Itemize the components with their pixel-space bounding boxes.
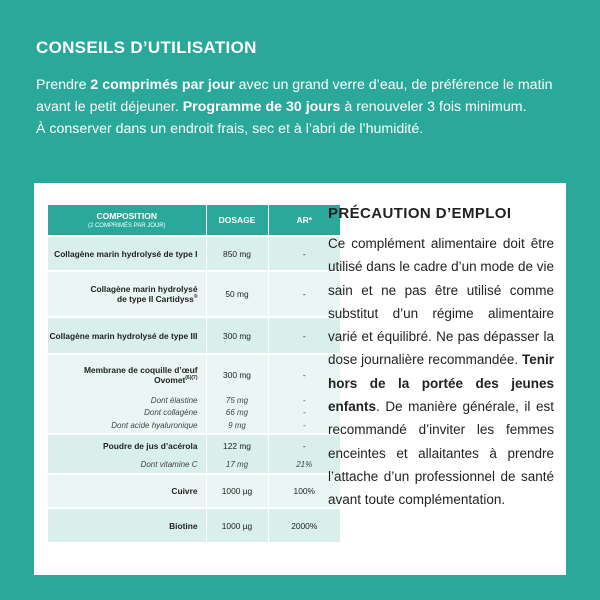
info-card xyxy=(34,183,566,575)
composition-table-wrapper xyxy=(48,205,340,542)
table-row: Membrane de coquille d’œuf Ovomet$^{(6)(7)}$ 300 mg - xyxy=(48,354,340,394)
precaution-title: PRÉCAUTION D’EMPLOI xyxy=(328,205,512,222)
usage-advice-line-1: Prendre 2 comprimés par jour avec un grand verre d’eau, de préférence le matin xyxy=(36,77,553,93)
table-row: Cuivre 1000 µg 100% xyxy=(48,474,340,508)
header-composition: COMPOSITION (2 COMPRIMÉS PAR JOUR) xyxy=(48,205,206,236)
precaution-text: Ce complément alimentaire doit être utilisé dans le cadre d’un mode de vie sain et ne pas être utilisé comme substitut d’un régime alimentaire varié et équilibré. Ne pas dépasser la dose journalière recommandée. Tenir hors de la portée des jeunes enfants. De manière générale, il est recommandé d’inviter les femmes enceintes et allaitantes à prendre l’attache d’un professionnel de santé avant toute complémentation. xyxy=(328,236,554,508)
table-row: Collagène marin hydrolysé de type I 850 mg - xyxy=(48,236,340,271)
table-row: Collagène marin hydrolysé de type II Cartidyss® 50 mg - xyxy=(48,271,340,317)
table-header-row xyxy=(48,205,340,236)
usage-advice-line-3: À conserver dans un endroit frais, sec et à l’abri de l’humidité. xyxy=(36,121,424,137)
table-row: Dont vitamine C 17 mg 21% xyxy=(48,456,340,474)
header-dosage: DOSAGE xyxy=(206,205,268,236)
usage-advice-line-2: avant le petit déjeuner. Programme de 30 jours à renouveler 3 fois minimum. xyxy=(36,99,527,115)
precaution-section xyxy=(328,205,554,512)
table-row: Biotine 1000 µg 2000% xyxy=(48,508,340,542)
composition-table xyxy=(48,205,340,542)
usage-advice-section xyxy=(36,38,576,140)
table-row: Dont acide hyaluronique 9 mg - xyxy=(48,418,340,434)
table-row: Dont élastine 75 mg - xyxy=(48,394,340,406)
table-row: Collagène marin hydrolysé de type III 300 mg - xyxy=(48,317,340,354)
table-row: Dont collagène 66 mg - xyxy=(48,406,340,418)
header-ar: AR* xyxy=(268,205,340,236)
usage-advice-title: CONSEILS D’UTILISATION xyxy=(36,38,257,57)
table-row: Poudre de jus d’acérola 122 mg - xyxy=(48,434,340,456)
